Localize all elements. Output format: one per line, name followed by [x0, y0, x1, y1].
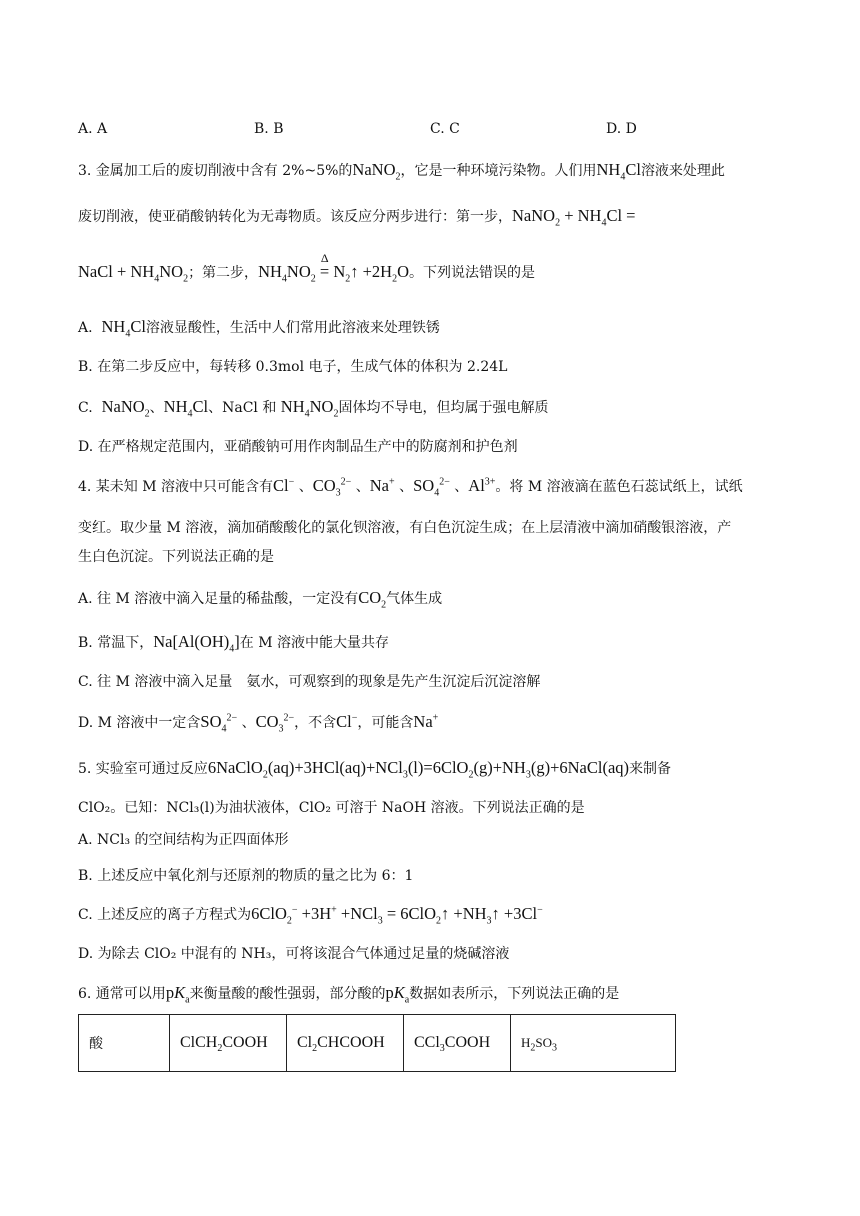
- table-cell: $Cl_2CHCOOH$: [287, 1015, 404, 1072]
- q4-option-c: C. 往 M 溶液中滴入足量 氨水，可观察到的现象是先产生沉淀后沉淀溶解: [78, 674, 541, 690]
- table-header-acid: 酸: [79, 1015, 170, 1072]
- q3-option-d: D. 在严格规定范围内，亚硝酸钠可用作肉制品生产中的防腐剂和护色剂: [78, 439, 518, 455]
- table-cell: CCl$_3$COOH: [404, 1015, 511, 1072]
- q3-stem-line1: 3. 金属加工后的废切削液中含有 2%~5%的NaNO$_2$，它是一种环境污染物。人们用$NH_4Cl$溶液来处理此: [78, 160, 725, 183]
- q5-option-c: C. 上述反应的离子方程式为6ClO$_2$− +3H+ +NCl$_3$ = 6ClO$_2$↑ $+NH_3↑ +3Cl^-$: [78, 904, 543, 927]
- q4-option-a: A. 往 M 溶液中滴入足量的稀盐酸，一定没有$CO_2$气体生成: [78, 588, 443, 611]
- option-c: C. C: [430, 121, 460, 137]
- q3-stem-line3: NaCl + $NH_4NO_2$；第二步，$NH_4NO_2$ = Δ $N_2↑ +2H_2O$。下列说法错误的是: [78, 251, 536, 285]
- q5-option-a: A. NCl₃ 的空间结构为正四面体形: [78, 832, 289, 848]
- q3-option-b: B. 在第二步反应中，每转移 0.3mol 电子，生成气体的体积为 2.24L: [78, 359, 508, 375]
- q4-option-b: B. 常温下，$Na[Al(OH)_4]$在 M 溶液中能大量共存: [78, 632, 390, 655]
- table-cell: $H_2SO_3$: [511, 1015, 676, 1072]
- q5-option-d: D. 为除去 ClO₂ 中混有的 NH₃，可将该混合气体通过足量的烧碱溶液: [78, 946, 510, 962]
- q4-stem-line3: 生白色沉淀。下列说法正确的是: [78, 549, 274, 565]
- q4-option-d: D. M 溶液中一定含$SO_4^{2-}$ 、$CO_3^{2-}$，不含Cl−，可能含Na+: [78, 712, 439, 735]
- table-row: [79, 1015, 676, 1072]
- option-a: A. A: [78, 121, 108, 137]
- acid-table: [78, 1014, 676, 1072]
- q3-option-c: C. NaNO$_2$、$NH_4Cl$、NaCl 和 $NH_4NO_2$固体均不导电，但均属于强电解质: [78, 397, 549, 420]
- q5-stem-line1: 5. 实验室可通过反应$6NaClO_2(aq)+3HCl(aq)+NCl_3(l)=6ClO_2(g)+NH_3(g)+6NaCl(aq)$来制备: [78, 758, 672, 781]
- q4-stem-line1: 4. 某未知 M 溶液中只可能含有Cl− 、$CO_3^{2-}$ 、Na+ 、$SO_4^{2-}$ 、$Al^{3+}$。将 M 溶液滴在蓝色石蕊试纸上，试纸: [78, 476, 743, 499]
- q6-stem: 6. 通常可以用$pK_a$来衡量酸的酸性强弱，部分酸的$pK_a$数据如表所示，下列说法正确的是: [78, 983, 620, 1006]
- table-cell: ClCH$_2$COOH: [170, 1015, 287, 1072]
- q3-option-a: A. $NH_4Cl$溶液显酸性，生活中人们常用此溶液来处理铁锈: [78, 317, 440, 340]
- option-b: B. B: [254, 121, 284, 137]
- q5-option-b: B. 上述反应中氧化剂与还原剂的物质的量之比为 6：1: [78, 868, 414, 884]
- q4-stem-line2: 变红。取少量 M 溶液，滴加硝酸酸化的氯化钡溶液，有白色沉淀生成；在上层清液中滴加硝酸银溶液，产: [78, 520, 732, 536]
- q5-stem-line2: ClO₂。已知：NCl₃(l)为油状液体，ClO₂ 可溶于 NaOH 溶液。下列说法正确的是: [78, 800, 585, 816]
- q3-stem-line2: 废切削液，使亚硝酸钠转化为无毒物质。该反应分两步进行：第一步，NaNO$_2$ + $NH_4Cl$ =: [78, 206, 636, 229]
- option-d: D. D: [606, 121, 637, 137]
